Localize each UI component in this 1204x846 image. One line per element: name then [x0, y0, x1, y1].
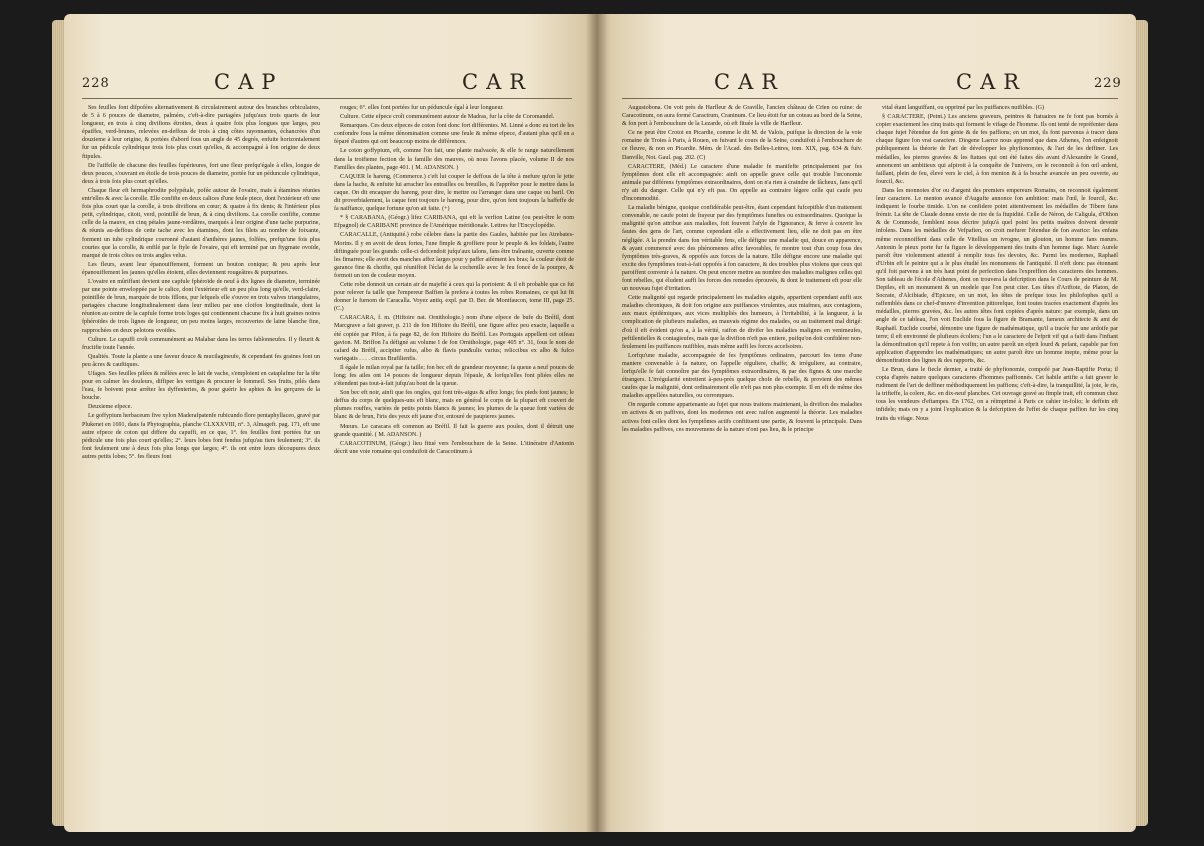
paragraph: Les fleurs, avant leur épanouiffement, forment un bouton conique; & peu après leur épanouiffement les jaunes qu'elles étoient, elles deviennent rougeâtres & purpurines. [82, 261, 320, 276]
paragraph: Cette malignité qui regarde principalement les maladies aiguës, appartient cependant auffi aux maladies chroniques, & doit fon origine aux puiffances virulentes, aux miafmes, aux contagions, aux maux épidémiques, aux vices multipliés des humeurs, à l'irritabilité, à la langueur, à la complication de plufieurs maladies, au mauvais régime des malades, ou au traitement mal dirigé: d'où il eft évident qu'on a, à la vérité, raifon de divifer les maladies malignes en venimeufes, peftilentielles & contagieufes, mais que la divifion n'eft pas entiere, puifqu'on doit confidérer non-feulement les puiffances nuifibles, mais même auffi les forces accefsoires. [622, 295, 862, 350]
paragraph: vital étant languiffant, ou opprimé par les puiffances nuifibles. (G) [882, 105, 1045, 111]
right-page [596, 14, 1136, 832]
paragraph: Ufages. Ses feuilles pilées & mêlées avec le lait de vache, s'emploient en cataplafme fur la tête pour en calmer les douleurs, diffiper les vertiges & procurer le fommeil. Ses fruits, pilés dans l'eau, fe boivent pour arrêter les dyffenteries, & pour guérir les aphtes & les gerçures de la bouche. [82, 371, 320, 402]
paragraph: Il égale le milan royal par fa taille; fon bec eft de grandeur moyenne; fa queue a neuf pouces de long; fes ailes ont 14 pouces de longueur depuis l'épaule, & lorfqu'elles font pliées elles ne s'étendent pas tout-à-fait jufqu'au bout de la queue. [334, 364, 574, 388]
paragraph: Ce ne peut être Crotoi en Picardie, comme le dit M. de Valois, puifque la direction de la voie romaine de Troies à Paris, à Rouen, en fuivant le cours de la Seine, conduifoit à l'embouchure de ce fleuve, & non en Picardie. Mém. de l'Acad. des Belles-Lettres, tom. XIX, pag. 634 & fuiv. Danville, Not. Gaul. pag. 202. (C) [622, 130, 862, 161]
paragraph: Le Brun, dans le fiecle dernier, a traité de phyfionomie, compofé par Jean-Baptifte Porta; il copia d'après nature quelques caracteres d'hommes paffionnés. Cet habile artifte a fait graver le rudiment de l'art de deffiner méthodiquement les paffions; c'eft-à-dire, la tranquillité, la joie, le ris, la trifteffe, la colere, &c. en dix-neuf planches. Cet ouvrage gravé au fimple trait, eft commun chez tous les vendeurs d'eftampes. En 1762, on a réimprimé à Paris ce cahier in-folio; le deffein eft infidele; mais on y a joint l'explication & la defcription de l'effet de chaque paffion fur les cinq traits du vifage. Nous [876, 367, 1118, 422]
page-number: 228 [82, 76, 110, 91]
paragraph: Remarques. Ces deux efpeces de coton font donc fort différentes. M. Linné a donc eu tort de les confondre fous la même dénomination comme une feule & même efpece, d'autant plus qu'il en a féparé d'autres qui ont beaucoup moins de différences. [334, 123, 574, 146]
paragraph: Qualités. Toute la plante a une faveur douce & mucilagineufe, & cependant fes graines font un peu âcres & cauftiques. [82, 353, 320, 368]
running-header: CAP [214, 70, 284, 94]
paragraph: Dans les monnoies d'or ou d'argent des premiers empereurs Romains, on reconnoit également leur caractere. Le menton avancé d'Augufte annonce fon ambition: mais l'œil, le fourcil, &c. indiquent le fourbe timide. L'on ne confidere point attentivement les médailles de Tibere fans frémir. La tête de Claude donne envie de rire de fa ftupidité. Celle de Néron, de Caligula, d'Othon & de Commode, femblent nous décrire jufqu'à quel point les petits maîtres doivent devenir infolens. Dans les médailles de Vefpafien, on croit mefurer l'étendue de fon avarice: les enfans même reconnoiffent dans celle de Vitellius un ivrogne, un glouton, un homme fans mœurs. Antonin le pieux porte fur fa figure le développement des traits d'un homme fage. Marc Aurele paroît être violemment attentif à remplir tous fes devoirs, &c. Parmi les modernes, Raphaël d'Urbin eft le peintre qui a le plus étudié les monumens de l'antiquité. Il n'eft donc pas étonnant qu'il foit parvenu à un très haut point de perfection dans l'expreffion des caracteres des hommes. Son tableau de l'école d'Athenes, dont on trouvera la defcription dans le Cours de peinture de M. Depiles, eft un monument & un modele que l'on peut citer. Les têtes d'Ariftote, de Platon, de Socrate, d'Alcibiade, d'Epicure, en un mot, les têtes de prefque tous les philofophes qu'il a raffemblés dans ce chef-d'œuvre d'invention pittorefque, font toutes tracées exactement d'après les médailles, pierres gravées, &c. les autres têtes font copiées d'après nature: par exemple, dans un angle de ce tableau, l'on voit Euclide fous la figure de Bramante, fameux architecte & ami de Raphaël. Euclide courbé, démontre une figure de mathématique, qu'il a tracée fur une ardoife par terre; il eft environné de plufieurs écoliers; l'un a le caractere de l'efprit vif qui a faifi dans l'inftant la démonftration qu'il repete à fon voifin; un autre paroît un efprit lourd & pefant, capable par fon application d'apprendre les mathématiques; un autre paroît être un homme inepte, même pour la démonftration des lignes & des rapports, &c. [876, 187, 1118, 364]
text-column-left [622, 104, 862, 818]
left-page [64, 14, 598, 832]
text-column-right [334, 104, 574, 818]
paragraph: Culture. Le capuffi croît communément au Malabar dans les terres fablonneufes. Il y fleurit & fructifie toute l'année. [82, 336, 320, 351]
header-rule [622, 98, 1118, 99]
paragraph: CARACOTINUM, (Géogr.) lieu fitué vers l'embouchure de la Seine. L'itinéraire d'Antonin décrit une voie romaine qui conduifoit de Caracotinum à [334, 440, 574, 455]
paragraph: CARACTERE, (Méd.) Le caractere d'une maladie fe manifefte principalement par fes fymptômes dont elle eft accompagnée: ainfi on appelle grave celle qui trouble l'œconomie animale par différens fymptômes extraordinaires, dont on n'a rien à craindre de fâcheux, fans qu'il n'y ait du danger. Celle qui n'y eft pas. On appelle au contraire légere celle qui caufe peu d'incommodité. [622, 163, 862, 203]
text-column-left [82, 104, 320, 818]
paragraph: CARACALLE, (Antiquité.) robe célebre dans la partie des Gaules, habitée par les Atrebates-Morins. Il y en avoit de deux fortes, l'une fimple & groffiere pour le peuple & les foldats, l'autre diftinguée pour les grands: celle-ci defcendoit jufqu'aux talons, fans être traînante, ouverte comme les fimarres; elle avoit des manches affez larges pour y paffer aifément les bras; la couleur étoit de garance fine & choifie, qui réuniffoit l'éclat de la cochenille avec le feu foncé de la pourpre, & formoit un ton de couleur moyen. [334, 232, 574, 279]
paragraph: Le coton goffypium, eft, comme l'on fait, une plante malvacée, & elle fe range naturellement dans la troifieme fection de la famille des mauves, où nous l'avons placée, volume II de nos Familles des plantes, page 401. ( M. ADANSON. ) [334, 148, 574, 171]
paragraph: Le goffypium herbaceum five xylon Maderafpatenfe rubicundo flore pentaphyllaceo, gravé par Plukenet en 1691, dans fa Phytographia, planche CLXXXVIII, n°. 3, Almageft. pag. 171, eft une autre efpece de coton qui differe du capuffi, en ce que, 1°. fes feuilles font portées fur un pédicule une fois plus court qu'elles; 2°. leurs lobes font fendus jufqu'au tiers feulement; 3°. ils font feulement une à deux fois plus longs que larges; 4°. ils ont entre leurs découpures deux autres petits lobes; 5°. fes fleurs font [82, 413, 320, 460]
paragraph: De l'aiffelle de chacune des feuilles fupérieures, fort une fleur prefqu'égale à elles, longue de deux pouces, s'ouvrant en étoile de trois pouces de diametre, portée fur un péduncule cylindrique, deux à trois fois plus court qu'elles. [82, 162, 320, 185]
paragraph: L'ovaire en mûriffant devient une capfule fphéroïde de neuf à dix lignes de diametre, terminée par une pointe enveloppée par le calice, dont l'extérieur eft un peu plus long qu'elle, verd-claire, pointillée de brun, marquée de trois fillons, pur lefquels elle s'ouvre en trois valves triangulaires, partagées chacune longitudinalement dans leur milieu par une cloifon longitudinale, dont la réunion au centre de la capfule forme trois loges qui contiennent chacune fix à huit graines noires fphéroïdes de trois lignes de longueur, un peu moins larges, recouvertes de laine blanche fine, rapprochées en deux pelotons ovoïdes. [82, 278, 320, 334]
paragraph: Culture. Cette efpece croît communément autour de Madras, fur la côte de Coromandel. [340, 114, 555, 121]
paragraph: Cette robe donnoit un certain air de majefté à ceux qui la portoient: & il eft probable que ce fut pour relever fa taille que l'empereur Baffien la prefera à toutes les robes Romaines, ce qui lui fit donner le furnom de Caracalla. Voyez antiq. expl. par D. Ber. de Montfaucon, tome III, page 25. (C.) [334, 281, 574, 313]
paragraph: CAQUER le hareng, (Commerce.) c'eft lui couper le deffous de la tête à mefure qu'on le jette dans la hache, & enfuite lui arracher les entrailles ou breuilles, & l'apprêter pour le mettre dans la caque. On dit encaquer du hareng, pour dire, le mettre ou l'arranger dans une caque ou baril. On dit proverbialement, la caque fent toujours le hareng, pour dire, qu'on fent toujours la baffeffe de fa naiffance, quelque fortune qu'on ait faite. (+) [334, 173, 574, 213]
paragraph: Lorfqu'une maladie, accompagnée de fes fymptômes ordinaires, parcourt fes tems d'une maniere convenable à fa nature, on l'appelle réguliere, chaffe; & irréguliere, au contraire, lorfqu'elle fe fait connoître par des fymptômes extraordinaires, & par des fignes & une marche étrangers. L'irrégularité entretient à-peu-près quelque chofe de rebelle, & provient des mêmes caufes que la malignité, dont ordinairement elle n'eft pas non plus exempte. Il en eft de même des maladies appellées naturelles, ou corrompues. [622, 352, 862, 400]
paragraph: * § CARABANA, (Géogr.) lifez CARIBANA, qui eft la verfion Latine (ou peut-être le nom Efpagnol) de CARIBANE province de l'Amérique méridionale. Lettres fur l'Encyclopédie. [334, 215, 574, 230]
paragraph: Deuxieme efpece. [88, 404, 132, 411]
paragraph: CARACARA, f. m. (Hiftoire nat. Ornithologie.) nom d'une efpece de bufe du Bréfil, dont Marcgrave a fait graver, p. 211 de fon Hiftoire du Bréfil, une figure affez peu exacte, laquelle a été copiée par Pifon, à fa page 82, de fon Hiftoire du Bréfil. Les Portugais appellent cet oifeau gavion. M. Briffon l'a défigné au volume I de fon Ornithologie, page 405 n°. 31, fous le nom de cafard du Bréfil, accipiter rufus, albo & flavis pun&ulis varius; reliccibus ex albo & fufco variegatis . . . . circus Brafilienfis. [334, 315, 574, 362]
running-header: CAR [714, 70, 786, 94]
paragraph: § CARACTERE, (Peint.) Les anciens graveurs, peintres & ftatuaires ne fe font pas bornés à copier exactement les cinq traits qui forment le vifage de l'homme. Ils ont tenté de repréfenter dans chaque fujet l'étendue de fon génie & de fes paffions; en un mot, ils font parvenus à tracer dans chaque figure fon vrai caractere. Diogene Laerce nous apprend que dans Athenes, l'on enfeignoit publiquement la théorie de l'art de développer les phyfionomies, & l'art de les deffiner. Les médailles, les pierres gravées & les ftatues qui ont été faites dès avant d'Alexandre le Grand, annoncent un ambitieux qui afpiroit à la conquête de l'univers, on le reconnoît à fon œil ardent, faillant, plein de feu, élevé vers le ciel, à fon menton & à fa bouche avancée un peu ouverte, au fourcil, &c. [876, 114, 1118, 185]
page-number: 229 [1094, 76, 1122, 91]
paragraph: Mœurs. Le caracara eft commun au Bréfil. Il fait la guerre aux poules, dont il détruit une grande quantité. ( M. ADANSON. ) [334, 423, 574, 438]
paragraph: Ses feuilles font difpofées alternativement & circulairement autour des branches orbiculaires, de 5 à 6 pouces de diametre, palmées, c'eft-à-dire partagées jufqu'aux trois quarts de leur longueur, en trois à cinq divifions étroites, deux à quatre fois plus longues que larges, peu épaiffes, verd-brunes, relevées en-deffous de trois à cinq côtes rayonnantes, échancrées d'un douzieme à leur origine, & portées d'abord fous un angle de 45 degrés, enfuite horizontalement fur un pédicule cylindrique trois fois plus court qu'elles, & accompagné à fon origine de deux ftipules. [82, 105, 320, 160]
header-rule [82, 98, 572, 99]
paragraph: Augustobona. On voit près de Harfleur & de Graville, l'ancien château de Crïen ou ruine: de Caracotinum, on aura formé Caractrum, Craninum. Ce lieu étoit fur un coteau au bord de la Seine, & fon port à l'embouchure de la Lezarde, où eft fituée la ville de Harfleur. [622, 105, 862, 128]
running-header: CAR [956, 70, 1028, 94]
right-page-edges [1134, 20, 1148, 826]
book-gutter [586, 14, 608, 832]
text-column-right [876, 104, 1118, 818]
paragraph: Son bec eft noir, ainfi que fes ongles, qui font très-aigus & affez longs; fes pieds font jaunes; le deffus du corps de quelques-uns eft blanc, mais en général le corps de la plupart eft couvert de plumes rouffes, variées de petits points blancs & jaunes; les plumes de la queue font variées de blanc & de brun, l'iris des yeux eft jaune d'or, entouré de paupieres jaunes. [334, 390, 574, 421]
paragraph: On regarde comme appartenante au fujet que nous traitons maintenant, la divifion des maladies en actives & en paffives, dont les modernes ont avec raifon augmenté la théorie. Les maladies actives font celles dont les fymptômes actifs conftituent une partie, & fouvent la principale. Dans les maladies paffives, ces mouvemens de la nature n'ont pas lieu, & le principe [622, 402, 862, 433]
paragraph: rouges; 6°. elles font portées fur un péduncule égal à leur longueur. [340, 105, 504, 111]
paragraph: La maladie bénigne, quoique confidérable peut-être, étant cependant fufceptible d'un traitement convenable, ne caufe point de frayeur par des fymptômes funeftes ou extraordinaires. Quoique la malignité qu'on attribue aux maladies, foit fouvent l'afyle de l'ignorance, & ferve à couvrir les fautes des gens de l'art, comme cependant elle a effectivement lieu, elle ne doit pas en être négligée. A la prendre dans fon véritable fens, elle défigne une maladie qui, douce en apparence, & ayant commencé avec des phénomenes affez favorables, fe montre tout d'un coup fous des fymptômes très-graves, & oppofés aux forces de la nature. Elle défigne encore une maladie qui excite des fymptômes tout-à-fait oppofés à fon caractere, & des troubles plus violens que ceux qui paroiffent convenir à fa nature. On peut encore mettre au nombre des maladies malignes celles qui font rebelles, qui éludent auffi les forces des remedes éprouvés, & dont le traitement eft pour elle un nouveau fujet d'irritation. [622, 205, 862, 293]
paragraph: Chaque fleur eft hermaphrodite polypétale, pofée autour de l'ovaire, mais à étamines réunies entr'elles & avec la corolle. Elle confifte en deux calices d'une feule piece, dont l'extérieur eft une fois plus court que la corolle, à trois divifions en cœur; & quatre à fix dents; & l'intérieur plus petit, cylindrique, citoit, verd, pointillé de brun, & à cinq divifions. La corolle confifte, comme celle de la mauve, en cinq pétales jaune-verdâtres, marqués à leur origine d'une tache purpurine, & réunis au-deffous de cette tache avec les étamines, dont les filets au nombre de foixante, forment un tube cylindrique couronné d'autant d'anthères jaunes, folfées, prefqu'une fois plus courtes que la corolle, & enfilé par le ftyle de l'ovaire, qui eft terminé par un ftygmate ovoïde, marqué de trois côtes ou trois angles velus. [82, 187, 320, 259]
running-header: CAR [462, 70, 534, 94]
